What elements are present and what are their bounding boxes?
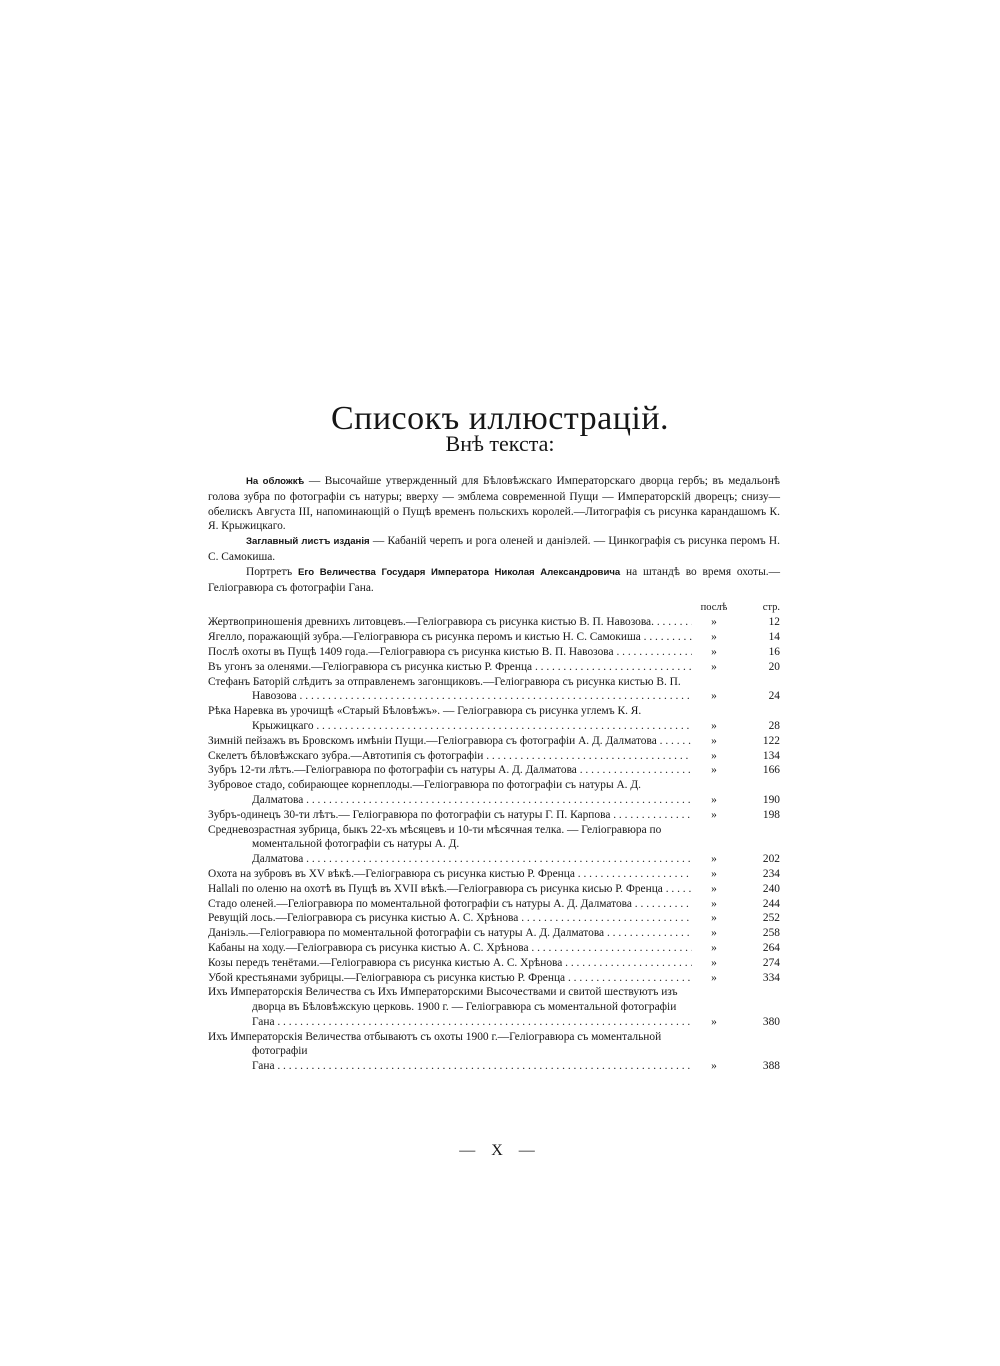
entry-page-number: 12: [768, 616, 780, 629]
entry-page-number: 240: [762, 882, 780, 895]
entry-page-number: 24: [768, 690, 780, 703]
entry-ditto-mark: »: [711, 912, 717, 925]
entry-page-number: 28: [768, 719, 780, 732]
entry-caption: Ихъ Императорскія Величества съ Ихъ Императорскими Высочествами и свитой шествуютъ изъ дворца въ Бѣловѣжскую церковь. 1900 г. — Геліогравюра съ моментальной фотографіи Гана . . .: [208, 985, 692, 1029]
entry-ditto-mark: »: [711, 897, 717, 910]
entry-page-number: 388: [762, 1060, 780, 1073]
entry-page-number: 234: [762, 867, 780, 880]
entry-caption: Даніэль.—Геліогравюра по моментальной фотографіи съ натуры А. Д. Далматова . . .: [208, 926, 692, 941]
list-item: [208, 1030, 780, 1074]
entry-caption: Стадо оленей.—Геліогравюра по моментальной фотографіи съ натуры А. Д. Далматова . . .: [208, 897, 692, 912]
intro-lead: Его Величества Государя Императора Николая Александровича: [297, 566, 621, 578]
list-item: [208, 926, 780, 941]
entry-page-number: 20: [768, 660, 780, 673]
entry-page-number: 190: [762, 793, 780, 806]
entry-page-number: 122: [762, 734, 780, 747]
entry-ditto-mark: »: [711, 660, 717, 673]
list-item: [208, 808, 780, 823]
list-item: [208, 985, 780, 1029]
entry-caption: Кабаны на ходу.—Геліогравюра съ рисунка кистью А. С. Хрѣнова . . .: [208, 941, 692, 956]
entry-caption: Зубровое стадо, собирающее корнеплоды.—Геліогравюра по фотографіи съ натуры А. Д. Далматова . . .: [208, 778, 692, 808]
list-item: [208, 867, 780, 882]
entry-page-number: 252: [762, 912, 780, 925]
entry-caption: Скелетъ бѣловѣжскаго зубра.—Автотипія съ фотографіи . . .: [208, 749, 692, 764]
list-item: [208, 734, 780, 749]
entry-page-number: 166: [762, 764, 780, 777]
entry-caption: Hallali по оленю на охотѣ въ Пущѣ въ XVII вѣкѣ.—Геліогравюра съ рисунка кисью Р. Френца . . .: [208, 882, 692, 897]
entry-ditto-mark: »: [711, 956, 717, 969]
entry-ditto-mark: »: [711, 867, 717, 880]
entry-page-number: 334: [762, 971, 780, 984]
entry-ditto-mark: »: [711, 719, 717, 732]
entry-ditto-mark: »: [711, 941, 717, 954]
list-item: [208, 675, 780, 705]
entry-caption: Средневозрастная зубрица, быкъ 22-хъ мѣсяцевъ и 10-ти мѣсячная телка. — Геліогравюра по моментальной фотографіи съ натуры А. Д. Далматова . . .: [208, 823, 692, 867]
entry-caption: Стефанъ Баторій слѣдитъ за отправленемъ загонщиковъ.—Геліогравюра съ рисунка кистью В. П. Навозова . . .: [208, 675, 692, 705]
list-item: [208, 615, 780, 630]
entry-page-number: 274: [762, 956, 780, 969]
entry-ditto-mark: »: [711, 764, 717, 777]
list-item: [208, 956, 780, 971]
entry-caption: Ягелло, поражающій зубра.—Геліогравюра съ рисунка перомъ и кистью Н. С. Самокиша . . .: [208, 630, 692, 645]
list-item: [208, 823, 780, 867]
entry-page-number: 202: [762, 853, 780, 866]
entry-caption: Въ угонъ за оленями.—Геліогравюра съ рисунка кистью Р. Френца . . .: [208, 660, 692, 675]
entry-caption: Охота на зубровъ въ XV вѣкѣ.—Геліогравюра съ рисунка кистью Р. Френца . . .: [208, 867, 692, 882]
entry-ditto-mark: »: [711, 1015, 717, 1028]
intro-title-page: [208, 534, 780, 565]
entry-ditto-mark: »: [711, 853, 717, 866]
entries-list: [208, 615, 780, 1074]
entry-ditto-mark: »: [711, 616, 717, 629]
entry-caption: Зубръ-одинецъ 30-ти лѣтъ.— Геліогравюра по фотографіи съ натуры Г. П. Карпова . . .: [208, 808, 692, 823]
entry-ditto-mark: »: [711, 927, 717, 940]
column-header: [208, 601, 780, 615]
entry-ditto-mark: »: [711, 749, 717, 762]
entry-caption: Жертвоприношенія древнихъ литовцевъ.—Геліогравюра съ рисунка кистью В. П. Навозова. . . .: [208, 615, 692, 630]
intro-text: на штандѣ во время охоты.—Геліогравюра съ фотографіи Гана.: [208, 565, 780, 594]
list-item: [208, 897, 780, 912]
list-item: [208, 941, 780, 956]
list-item: [208, 749, 780, 764]
page-number: — X —: [459, 1142, 541, 1159]
entry-ditto-mark: »: [711, 793, 717, 806]
entry-caption: Ревущій лось.—Геліогравюра съ рисунка кистью А. С. Хрѣнова . . .: [208, 911, 692, 926]
intro-text: — Высочайше утвержденный для Бѣловѣжскаго Императорскаго дворца гербъ; въ медальонѣ голова зубра по фотографіи съ натуры; вверху — эмблема современной Пущи — Императорскій дворецъ; снизу—обелискъ Августа III, напоминающій о Пущѣ временъ польскихъ королей.—Литографія съ рисунка карандашомъ К. Я. Крыжицкаго.: [208, 475, 780, 533]
entry-ditto-mark: »: [711, 971, 717, 984]
column-after-label: послѣ: [700, 602, 728, 614]
list-item: [208, 660, 780, 675]
entry-caption: Ихъ Императорскія Величества отбываютъ съ охоты 1900 г.—Геліогравюра съ моментальной фотографіи Гана . . .: [208, 1030, 692, 1074]
intro-lead: На обложкѣ: [246, 476, 305, 487]
list-item: [208, 778, 780, 808]
entry-page-number: 14: [768, 631, 780, 644]
intro-prefix: Портретъ: [246, 565, 298, 578]
list-item: [208, 704, 780, 734]
intro-cover: [208, 474, 780, 534]
entry-ditto-mark: »: [711, 734, 717, 747]
entry-page-number: 380: [762, 1015, 780, 1028]
column-page-label: стр.: [762, 602, 780, 614]
entry-ditto-mark: »: [711, 690, 717, 703]
entry-ditto-mark: »: [711, 1060, 717, 1073]
entry-page-number: 244: [762, 897, 780, 910]
illustration-list: [208, 474, 780, 1074]
list-item: [208, 911, 780, 926]
entry-caption: Убой крестьянами зубрицы.—Геліогравюра съ рисунка кистью Р. Френца . . .: [208, 971, 692, 986]
intro-text: — Кабаній черепъ и рога оленей и даніэлей. — Цинкографія съ рисунка перомъ Н. С. Самокиша.: [208, 535, 780, 563]
list-item: [208, 971, 780, 986]
entry-page-number: 264: [762, 941, 780, 954]
entry-caption: Послѣ охоты въ Пущѣ 1409 года.—Геліогравюра съ рисунка кистью В. П. Навозова . . .: [208, 645, 692, 660]
entry-caption: Зубръ 12-ти лѣтъ.—Геліогравюра по фотографіи съ натуры А. Д. Далматова . . .: [208, 763, 692, 778]
intro-lead: Заглавный листъ изданія: [246, 536, 370, 548]
entry-ditto-mark: »: [711, 645, 717, 658]
entry-caption: Козы передъ тенётами.—Геліогравюра съ рисунка кистью А. С. Хрѣнова . . .: [208, 956, 692, 971]
entry-ditto-mark: »: [711, 808, 717, 821]
list-item: [208, 763, 780, 778]
page-title: Списокъ иллюстрацій.: [330, 399, 670, 437]
section-title: Внѣ текста:: [445, 431, 555, 456]
intro-portrait: [208, 565, 780, 596]
entry-page-number: 198: [762, 808, 780, 821]
entry-page-number: 16: [768, 645, 780, 658]
entry-page-number: 258: [762, 927, 780, 940]
entry-caption: Зимній пейзажъ въ Бровскомъ имѣніи Пущи.—Геліогравюра съ фотографіи А. Д. Далматова . . .: [208, 734, 692, 749]
entry-page-number: 134: [762, 749, 780, 762]
list-item: [208, 645, 780, 660]
list-item: [208, 882, 780, 897]
list-item: [208, 630, 780, 645]
entry-ditto-mark: »: [711, 882, 717, 895]
entry-caption: Рѣка Наревка въ урочищѣ «Старый Бѣловѣжъ». — Геліогравюра съ рисунка углемъ К. Я. Крыжицкаго . . .: [208, 704, 692, 734]
entry-ditto-mark: »: [711, 631, 717, 644]
